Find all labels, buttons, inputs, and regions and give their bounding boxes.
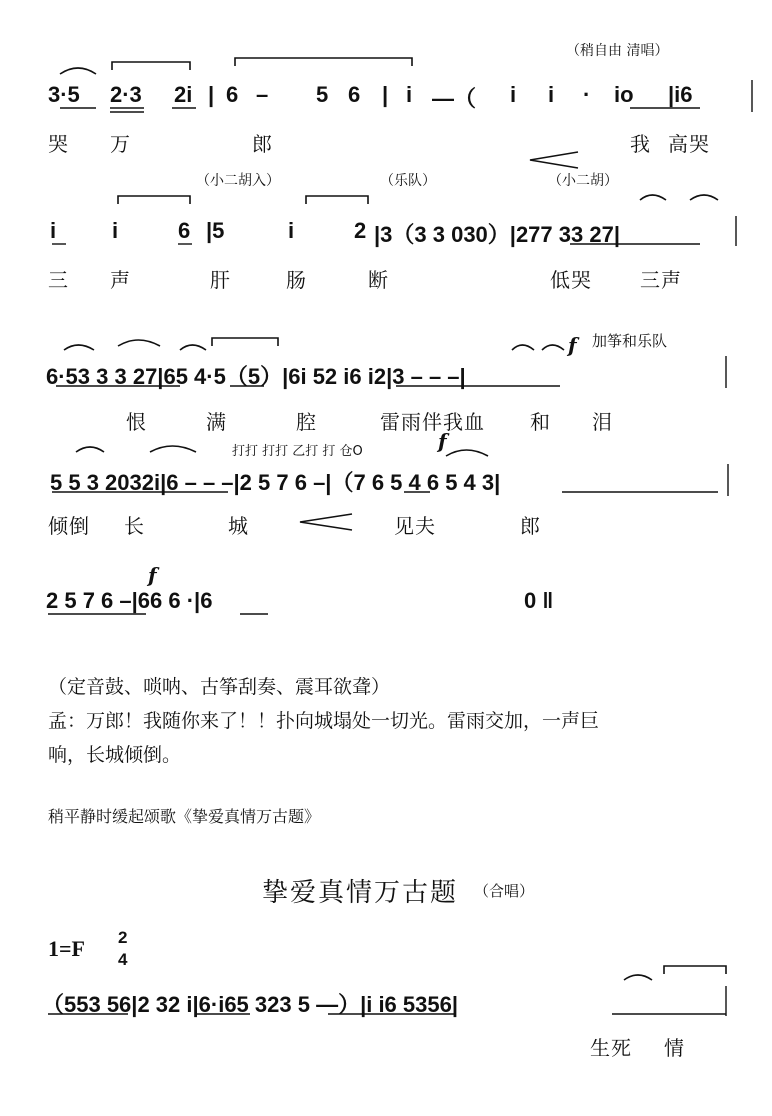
time-signature-top: 2: [118, 928, 128, 947]
staff-1-lyric-2: 万: [110, 132, 131, 156]
song-lyric-1: 生死: [590, 1036, 632, 1060]
annotation-erhu-in: （小二胡入）: [196, 173, 280, 189]
staff-3-lyric-4: 雷雨伴我血: [380, 410, 485, 434]
staff-3-lyric-3: 腔: [296, 410, 317, 434]
stage-direction: （定音鼓、唢呐、古筝刮奏、震耳欲聋）: [48, 676, 391, 698]
song-lyric-2: 情: [664, 1036, 685, 1060]
dialogue-line-1: 孟：万郎！我随你来了！！扑向城塌处一切光。雷雨交加，一声巨: [48, 710, 600, 732]
key-signature: 1=F: [48, 936, 85, 961]
staff-2-lyric-6: 低哭: [550, 268, 592, 292]
staff-2-lyric-7: 三声: [640, 268, 682, 292]
svg-text:f: f: [148, 563, 157, 587]
dialogue-line-2: 响，长城倾倒。: [48, 744, 182, 766]
song-subtitle: （合唱）: [474, 882, 535, 900]
staff-4-lyric-1: 倾倒: [48, 514, 90, 538]
annotation-zheng-band: 加筝和乐队: [592, 332, 668, 350]
staff-2-lyric-4: 肠: [286, 268, 307, 292]
staff-1-lyric-4: 我: [630, 132, 651, 156]
staff-2-lyric-3: 肝: [210, 268, 231, 292]
tempo-annotation: （稍自由 清唱）: [566, 43, 669, 59]
intro-text: 稍平静时缓起颂歌《挚爱真情万古题》: [48, 807, 321, 826]
staff-2-lyric-1: 三: [48, 268, 69, 292]
percussion-syllables: 打打 打打 乙打 打 仓O: [232, 444, 363, 459]
staff-4-lyric-3: 城: [228, 514, 249, 538]
annotation-erhu: （小二胡）: [548, 173, 618, 189]
staff-2-lyric-2: 声: [110, 268, 131, 292]
staff-3-lyric-5: 和: [530, 410, 551, 434]
svg-text:f: f: [568, 333, 577, 357]
staff-1-lyric-1: 哭: [48, 132, 69, 156]
staff-1-lyric-5: 高哭: [668, 132, 710, 156]
staff-4-lyric-5: 郎: [520, 514, 541, 538]
staff-3-lyric-6: 泪: [592, 410, 613, 434]
svg-text:f: f: [438, 429, 447, 453]
staff-3-lyric-1: 恨: [126, 410, 147, 434]
staff-1-lyric-3: 郎: [252, 132, 273, 156]
staff-4-lyric-4: 见夫: [394, 514, 436, 538]
time-signature-bottom: 4: [118, 950, 128, 969]
staff-4-lyric-2: 长: [124, 514, 145, 538]
staff-2-lyric-5: 断: [368, 268, 389, 292]
song-title: 挚爱真情万古题: [262, 878, 459, 908]
staff-3-lyric-2: 满: [206, 410, 227, 434]
annotation-band: （乐队）: [380, 173, 436, 189]
